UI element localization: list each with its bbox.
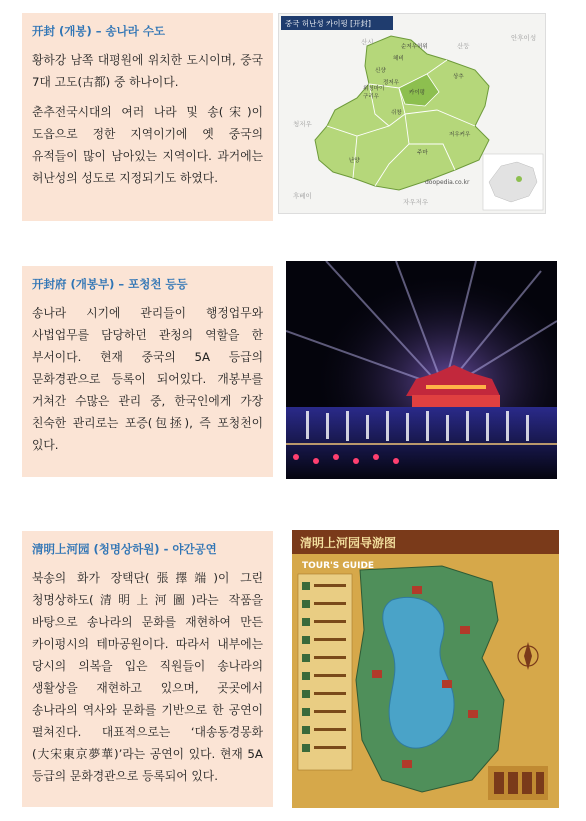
section-kaifengfu-box bbox=[22, 266, 273, 477]
henan-map-image bbox=[278, 13, 546, 214]
section-kaifeng-title: 开封 (개봉) – 송나라 수도 bbox=[32, 24, 166, 38]
svg-text:위청마이: 위청마이 bbox=[363, 86, 385, 92]
section-kaifeng-para1: 황하강 남쪽 대평원에 위치한 도시이며, 중국 7대 고도(古都) 중 하나이다. bbox=[32, 53, 263, 89]
section-kaifeng-para2: 춘추전국시대의 여러 나라 및 송(宋)이 도읍으로 정한 지역이기에 옛 중국의 유적들이 많이 남아있는 지역이다. 과거에는 허난성의 성도로 지정되기도 하였다. bbox=[32, 105, 263, 185]
guide-subtitle: TOUR'S GUIDE bbox=[302, 561, 375, 571]
svg-text:구리우: 구리우 bbox=[363, 94, 379, 100]
section-qingming-para1: 북송의 화가 장택단(張擇端)이 그린 청명상하도(清明上河圖)라는 작품을 바탕으로 송나라의 문화를 재현하여 만든 카이펑시의 테마공원이다. 따라서 내부에는 당시의 의복을 입은 직원들이 송나라의 생활상을 재현하고 있으며, 곳곳에서 송나라의 역사와 문화를 기반으로 한 공연이 펼쳐진다. 대표적으로는 ‘대송동경몽화(大宋東京夢華)’라는 공연이 있다. 현재 5A 등급의 문화경관으로 등록되어 있다. bbox=[32, 571, 263, 783]
svg-text:쉬창: 쉬창 bbox=[391, 110, 402, 116]
svg-text:순저우허위: 순저우허위 bbox=[401, 44, 428, 50]
svg-text:상추: 상추 bbox=[453, 74, 464, 80]
svg-text:저우커우: 저우커우 bbox=[449, 132, 471, 138]
svg-text:자우저우: 자우저우 bbox=[403, 198, 429, 206]
svg-text:난양: 난양 bbox=[349, 158, 360, 164]
svg-text:정저우: 정저우 bbox=[383, 80, 399, 86]
map-source: doopedia.co.kr bbox=[425, 179, 470, 186]
section-qingming-box bbox=[22, 531, 273, 807]
night-show-svg bbox=[286, 261, 557, 479]
svg-text:주마: 주마 bbox=[417, 150, 428, 156]
night-show-photo bbox=[286, 261, 557, 479]
section-kaifeng-box bbox=[22, 13, 273, 221]
park-guide-svg bbox=[292, 530, 559, 808]
section-kaifengfu-para1: 송나라 시기에 관리들이 행정업무와 사법업무를 담당하던 관청의 역할을 한 부서이다. 현재 중국의 5A 등급의 문화경관으로 등록이 되어있다. 개봉부를 거쳐간 수많은 관리 중, 한국인에게 가장 친숙한 관리로는 포증(包拯), 즉 포청천이 있다. bbox=[32, 306, 263, 452]
svg-text:청저우: 청저우 bbox=[293, 120, 312, 128]
henan-map-svg bbox=[279, 14, 545, 213]
svg-text:헤비: 헤비 bbox=[393, 56, 404, 62]
svg-text:산둥: 산둥 bbox=[457, 42, 470, 50]
qingming-park-guide-map bbox=[292, 530, 559, 808]
guide-title: 清明上河园导游图 bbox=[300, 536, 397, 550]
map-header: 중국 허난성 카이펑 [开封] bbox=[285, 19, 371, 28]
section-qingming-title: 清明上河园 (청명상하원) - 야간공연 bbox=[32, 542, 217, 556]
section-kaifengfu-title: 开封府 (개봉부) – 포청천 등등 bbox=[32, 277, 188, 291]
svg-text:신샹: 신샹 bbox=[375, 68, 386, 74]
svg-text:카이펑: 카이펑 bbox=[409, 90, 425, 96]
svg-text:안후이성: 안후이성 bbox=[511, 34, 537, 42]
svg-text:산시: 산시 bbox=[361, 38, 374, 46]
svg-text:후베이: 후베이 bbox=[293, 192, 312, 200]
